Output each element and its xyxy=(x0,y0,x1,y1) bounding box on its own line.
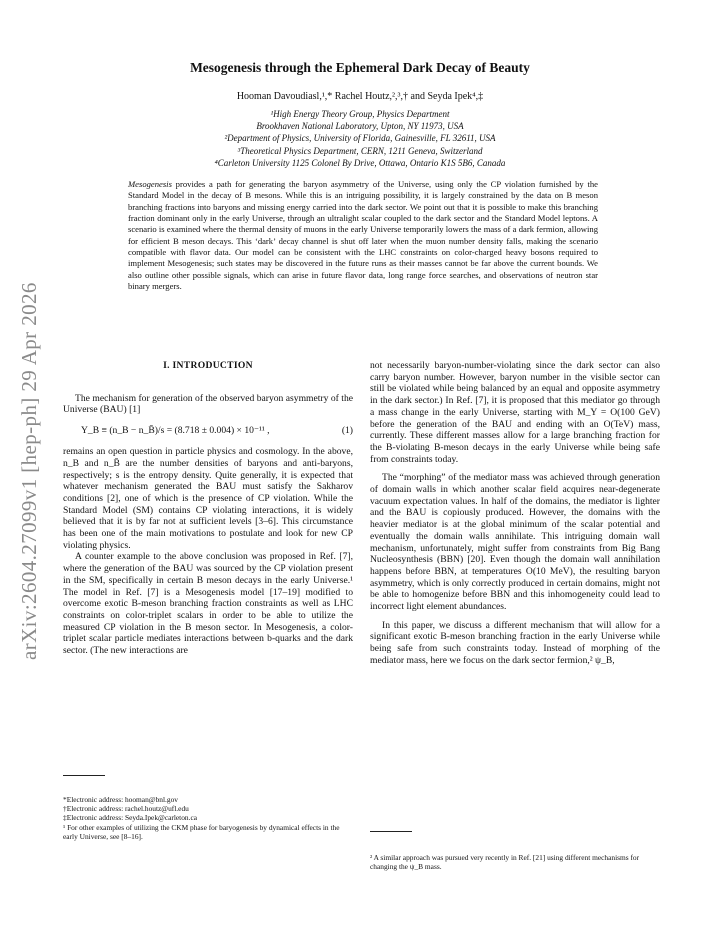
equation-number: (1) xyxy=(341,425,353,437)
body-paragraph: The mechanism for generation of the observed baryon asymmetry of the Universe (BAU) [1] xyxy=(63,392,353,416)
footnotes-left xyxy=(63,795,353,841)
affiliation-line: ²Department of Physics, University of Florida, Gainesville, FL 32611, USA xyxy=(224,133,496,144)
body-paragraph: In this paper, we discuss a different mechanism that will allow for a significant exotic B-meson branching fraction in the early Universe while being safe from such constraints today. Instead of morphing of the mediator mass, here we focus on the dark sector fermion,² ψ_B, xyxy=(370,619,660,666)
author-list: Hooman Davoudiasl,¹,* Rachel Houtz,²,³,† and Seyda Ipek⁴,‡ xyxy=(236,91,484,102)
affiliation-line: ⁴Carleton University 1125 Colonel By Drive, Ottawa, Ontario K1S 5B6, Canada xyxy=(214,157,506,168)
body-paragraph: not necessarily baryon-number-violating since the dark sector can also carry baryon number. However, baryon number in the visible sector can still be violated while being balanced by an equal and opposite asymmetry in the dark sector.) In Ref. [7], it is proposed that this mediator go through a mass change in the early Universe, starting with M_Y = O(100 GeV) before the generation of the BAU and ending with an O(TeV) mass, currently. These different masses allow for a large branching fraction for the B-violating B-meson decays in the early Universe while being safe from constraints today. xyxy=(370,360,660,465)
paper-title: Mesogenesis through the Ephemeral Dark Decay of Beauty xyxy=(190,60,530,75)
body-paragraph: A counter example to the above conclusion was proposed in Ref. [7], where the generation of the BAU was sourced by the CP violation present in the SM, specifically in certain B meson decays in the early Universe.¹ The model in Ref. [7] is a Mesogenesis model [17–19] modified to overcome exotic B-meson branching fraction constraints as well as LHC constraints on color-triplet scalars in order to be able to utilize the measured CP violation in the B meson sector. In Mesogenesis, a color-triplet scalar particle mediates interactions between b-quarks and the dark sector. (The new interactions are xyxy=(63,551,353,657)
right-column xyxy=(370,360,660,667)
abstract-lead-term: Mesogenesis xyxy=(128,179,172,189)
body-paragraph: remains an open question in particle physics and cosmology. In the above, n_B and n_B̄ are the number densities of baryons and anti-baryons, respectively; s is the entropy density. Quite generally, it is expected that whatever mechanism generated the BAU must satisfy the Sakharov conditions [2], one of which is the presence of CP violation. While the Standard Model (SM) contains CP violating interactions, it is widely believed that it is by far not at sufficient levels [3–6]. This circumstance has been one of the main motivations to postulate and look for new CP violating physics. xyxy=(63,446,353,551)
footnote: *Electronic address: hooman@bnl.gov xyxy=(63,795,178,804)
affiliation-line: Brookhaven National Laboratory, Upton, NY 11973, USA xyxy=(256,121,464,132)
footnote: ‡Electronic address: Seyda.Ipek@carleton.ca xyxy=(63,813,198,823)
footnote: †Electronic address: rachel.houtz@ufl.edu xyxy=(63,804,189,814)
equation-body: Y_B ≡ (n_B − n_B̄)/s = (8.718 ± 0.004) × 10⁻¹¹ , xyxy=(81,425,270,437)
affiliation-line: ¹High Energy Theory Group, Physics Department xyxy=(270,109,450,119)
section-heading: I. INTRODUCTION xyxy=(163,360,253,371)
abstract-text: provides a path for generating the baryon asymmetry of the Universe, using only the CP violation furnished by the Standard Model in the decay of B mesons. While this is an intriguing possibility, it is largely constrained by the data on B meson branching fractions into baryons and missing energy carried into the dark sector. We point out that it is possible to make this branching fraction dominant only in the early Universe, through an ultralight scalar coupled to the dark sector and the Standard Model leptons. A scenario is examined where the thermal density of muons in the early Universe temporarily lowers the mass of a dark fermion, allowing for efficient B meson decays. This ‘dark’ decay channel is shut off later when the muon number density falls, making the scenario compatible with flavor data. Our model can be consistent with the LHC constraints on color-charged heavy bosons required to implement Mesogenesis; such states may be discovered in the future runs as their masses cannot be far above the current bounds. We also outline other possible signals, which can arise in future flavor data, long range force searches, and observations of neutron star binary mergers. xyxy=(128,179,598,292)
left-column xyxy=(63,360,353,657)
body-paragraph: The “morphing” of the mediator mass was achieved through generation of domain walls in which another scalar field acquires near-degenerate vacuum expectation values. In half of the domains, the mediator is lighter and the BAU is copiously produced. However, the domains with the heavier mediator is at the global minimum of the scalar potential and eventually the domain walls annihilate. This intriguing domain wall mechanism, unfortunately, might suffer from constraints from Big Bang Nucleosynthesis (BBN) [20]. Even though the domain wall annihilation happens before BBN, at temperatures O(10 MeV), the resulting baryon asymmetry, which is only correctly produced in certain domains, might not be able to homogenize before BBN and this inhomogeneity could lead to incorrect light element abundances. xyxy=(370,472,660,613)
equation-1 xyxy=(63,419,353,443)
footnote: ² A similar approach was pursued very recently in Ref. [21] using different mechanisms for changing the ψ_B mass. xyxy=(370,853,640,872)
footnote-rule xyxy=(63,775,105,776)
arxiv-watermark: arXiv:2604.27099v1 [hep-ph] 29 Apr 2026 xyxy=(17,282,41,660)
abstract xyxy=(128,179,598,292)
affiliation-line: ³Theoretical Physics Department, CERN, 1211 Geneva, Switzerland xyxy=(237,145,483,156)
footnote-rule xyxy=(370,831,412,832)
affiliations xyxy=(60,108,660,169)
footnotes-right xyxy=(370,853,660,871)
footnote: ¹ For other examples of utilizing the CKM phase for baryogenesis by dynamical effects in the early Universe, see [8–16]. xyxy=(63,822,340,841)
